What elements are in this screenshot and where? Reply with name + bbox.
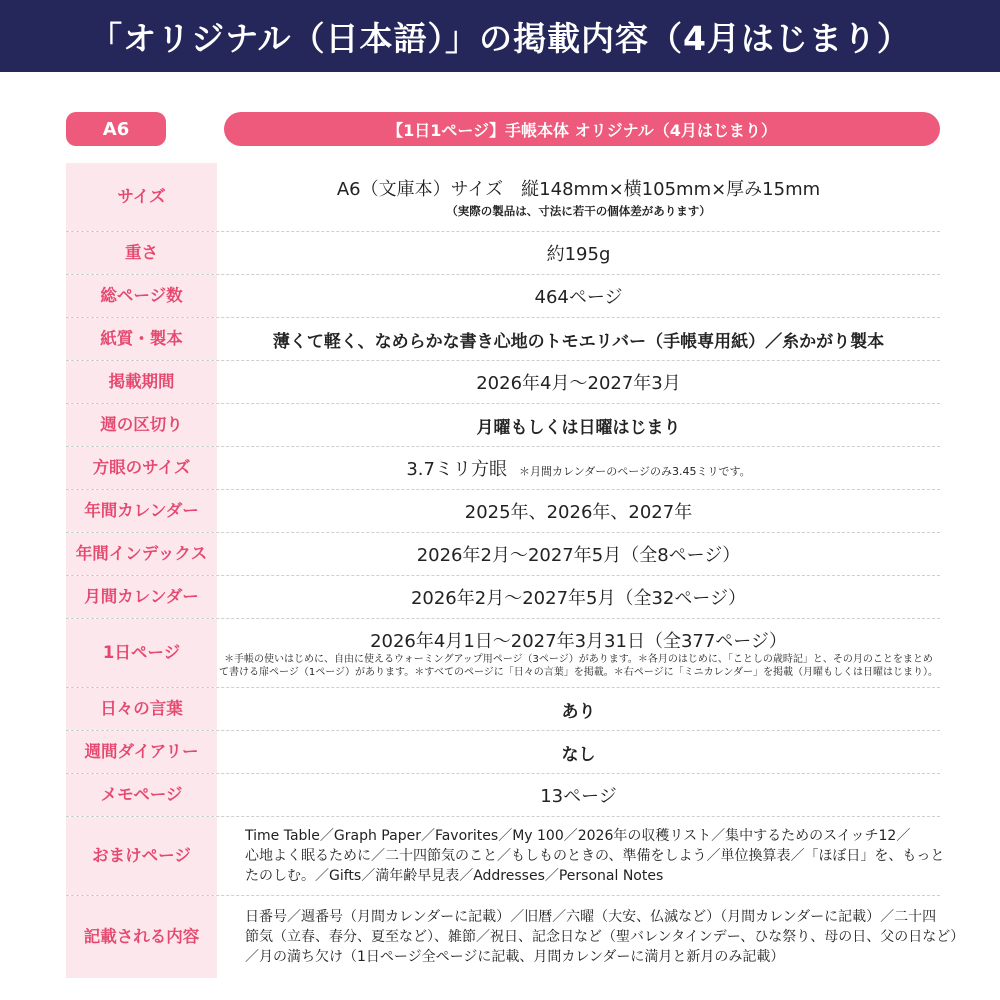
spec-label: 月間カレンダー <box>66 576 217 618</box>
page-title: 「オリジナル（日本語）」の掲載内容（4月はじまり） <box>89 18 911 58</box>
spec-value <box>217 404 940 446</box>
spec-label: 掲載期間 <box>66 361 217 403</box>
bonus-line: Time Table／Graph Paper／Favorites／My 100／2026年の収穫リスト／集中するためのスイッチ12／ <box>245 827 911 844</box>
spec-label: 日々の言葉 <box>66 688 217 730</box>
spec-value-text: 月曜もしくは日曜はじまり <box>476 417 681 438</box>
bonus-line: 心地よく眠るために／二十四節気のこと／もしものときの、準備をしよう／単位換算表／「ほぼ日」を、もっと <box>245 847 945 864</box>
contents-line: 節気（立春、春分、夏至など）、雑節／祝日、記念日など（聖バレンタインデー、ひな祭り、母の日、父の日など） <box>245 928 965 945</box>
spec-value-text: 2026年4月1日～2027年3月31日（全377ページ） <box>370 630 787 652</box>
spec-label <box>66 896 217 978</box>
spec-value <box>217 533 940 575</box>
grid-note: ＊月間カレンダーのページのみ3.45ミリです。 <box>518 465 751 478</box>
spec-value <box>217 232 940 274</box>
spec-value <box>217 361 940 403</box>
spec-label: 総ページ数 <box>66 275 217 317</box>
spec-label: 週の区切り <box>66 404 217 446</box>
spec-row-period <box>66 361 940 404</box>
header-banner <box>0 0 1000 72</box>
spec-row-daily-page <box>66 619 940 688</box>
spec-label: 紙質・製本 <box>66 318 217 360</box>
spec-value <box>217 774 940 816</box>
spec-value-text: 約195g <box>546 244 611 265</box>
spec-row-week-start <box>66 404 940 447</box>
spec-row-memo <box>66 774 940 817</box>
spec-label: 週間ダイアリー <box>66 731 217 773</box>
spec-value <box>217 447 940 489</box>
spec-value <box>217 275 940 317</box>
daily-note-line: ＊手帳の使いはじめに、自由に使えるウォーミングアップ用ページ（3ページ）があります。＊各月のはじめに、「ことしの歳時記」と、その月のことをまとめ <box>224 653 933 665</box>
spec-label: 年間カレンダー <box>66 490 217 532</box>
size-tag: A6 <box>66 112 166 146</box>
spec-row-pages <box>66 275 940 318</box>
spec-row-grid <box>66 447 940 490</box>
contents-line: 日番号／週番号（月間カレンダーに記載）／旧暦／六曜（大安、仏滅など）（月間カレンダーに記載）／二十四 <box>245 908 937 925</box>
spec-table <box>66 163 965 978</box>
spec-label: 年間インデックス <box>66 533 217 575</box>
spec-row-yearly-index <box>66 533 940 576</box>
spec-row-paper <box>66 318 940 361</box>
spec-label: おまけページ <box>66 817 217 895</box>
product-title-bar: 【1日1ページ】手帳本体 オリジナル（4月はじまり） <box>224 112 940 146</box>
spec-label: サイズ <box>66 163 217 231</box>
spec-row-daily-words <box>66 688 940 731</box>
spec-row-weekly-diary <box>66 731 940 774</box>
spec-value <box>217 896 965 978</box>
grid-size-text: 3.7ミリ方眼 <box>406 459 507 480</box>
spec-value <box>217 619 940 687</box>
spec-value-text: なし <box>561 744 596 765</box>
spec-value-text: 13ページ <box>540 786 617 807</box>
spec-value-text: 464ページ <box>534 287 623 308</box>
spec-row-monthly-calendar <box>66 576 940 619</box>
spec-label: 重さ <box>66 232 217 274</box>
spec-value-text: 2025年、2026年、2027年 <box>464 502 693 523</box>
spec-value-text: 薄くて軽く、なめらかな書き心地のトモエリバー（手帳専用紙）／糸かがり製本 <box>272 331 885 352</box>
spec-value <box>217 688 940 730</box>
contents-label-line: 内容 <box>166 927 200 947</box>
spec-label: メモページ <box>66 774 217 816</box>
spec-value <box>217 576 940 618</box>
contents-line: ／月の満ち欠け（1日ページ全ページに記載、月間カレンダーに満月と新月のみ記載） <box>245 949 785 966</box>
spec-value-text: 2026年2月～2027年5月（全8ページ） <box>416 545 741 566</box>
daily-note-line: て書ける扉ページ（1ページ）があります。＊すべてのページに「日々の言葉」を掲載。＊右ページに「ミニカレンダー」を掲載（月曜もしくは日曜はじまり）。 <box>219 667 938 678</box>
spec-row-size <box>66 163 940 232</box>
spec-label: 方眼のサイズ <box>66 447 217 489</box>
spec-row-contents <box>66 896 965 978</box>
spec-value <box>217 817 945 895</box>
spec-value-text: 2026年2月～2027年5月（全32ページ） <box>410 588 747 609</box>
spec-row-bonus <box>66 817 945 896</box>
spec-value-sub: （実際の製品は、寸法に若干の個体差があります） <box>446 204 711 218</box>
spec-label: 1日ページ <box>66 619 217 687</box>
spec-row-yearly-calendar <box>66 490 940 533</box>
spec-value <box>217 163 940 231</box>
spec-value-text: A6（文庫本）サイズ 縦148mm×横105mm×厚み15mm <box>336 179 821 200</box>
spec-value <box>217 318 940 360</box>
contents-label-line: 記載される <box>83 927 167 947</box>
spec-value <box>217 731 940 773</box>
spec-value-text <box>406 455 750 481</box>
spec-row-weight <box>66 232 940 275</box>
spec-value <box>217 490 940 532</box>
spec-value-text: あり <box>561 701 596 722</box>
spec-value-text: 2026年4月～2027年3月 <box>476 373 681 394</box>
bonus-line: たのしむ。／Gifts／満年齢早見表／Addresses／Personal Notes <box>245 868 664 885</box>
